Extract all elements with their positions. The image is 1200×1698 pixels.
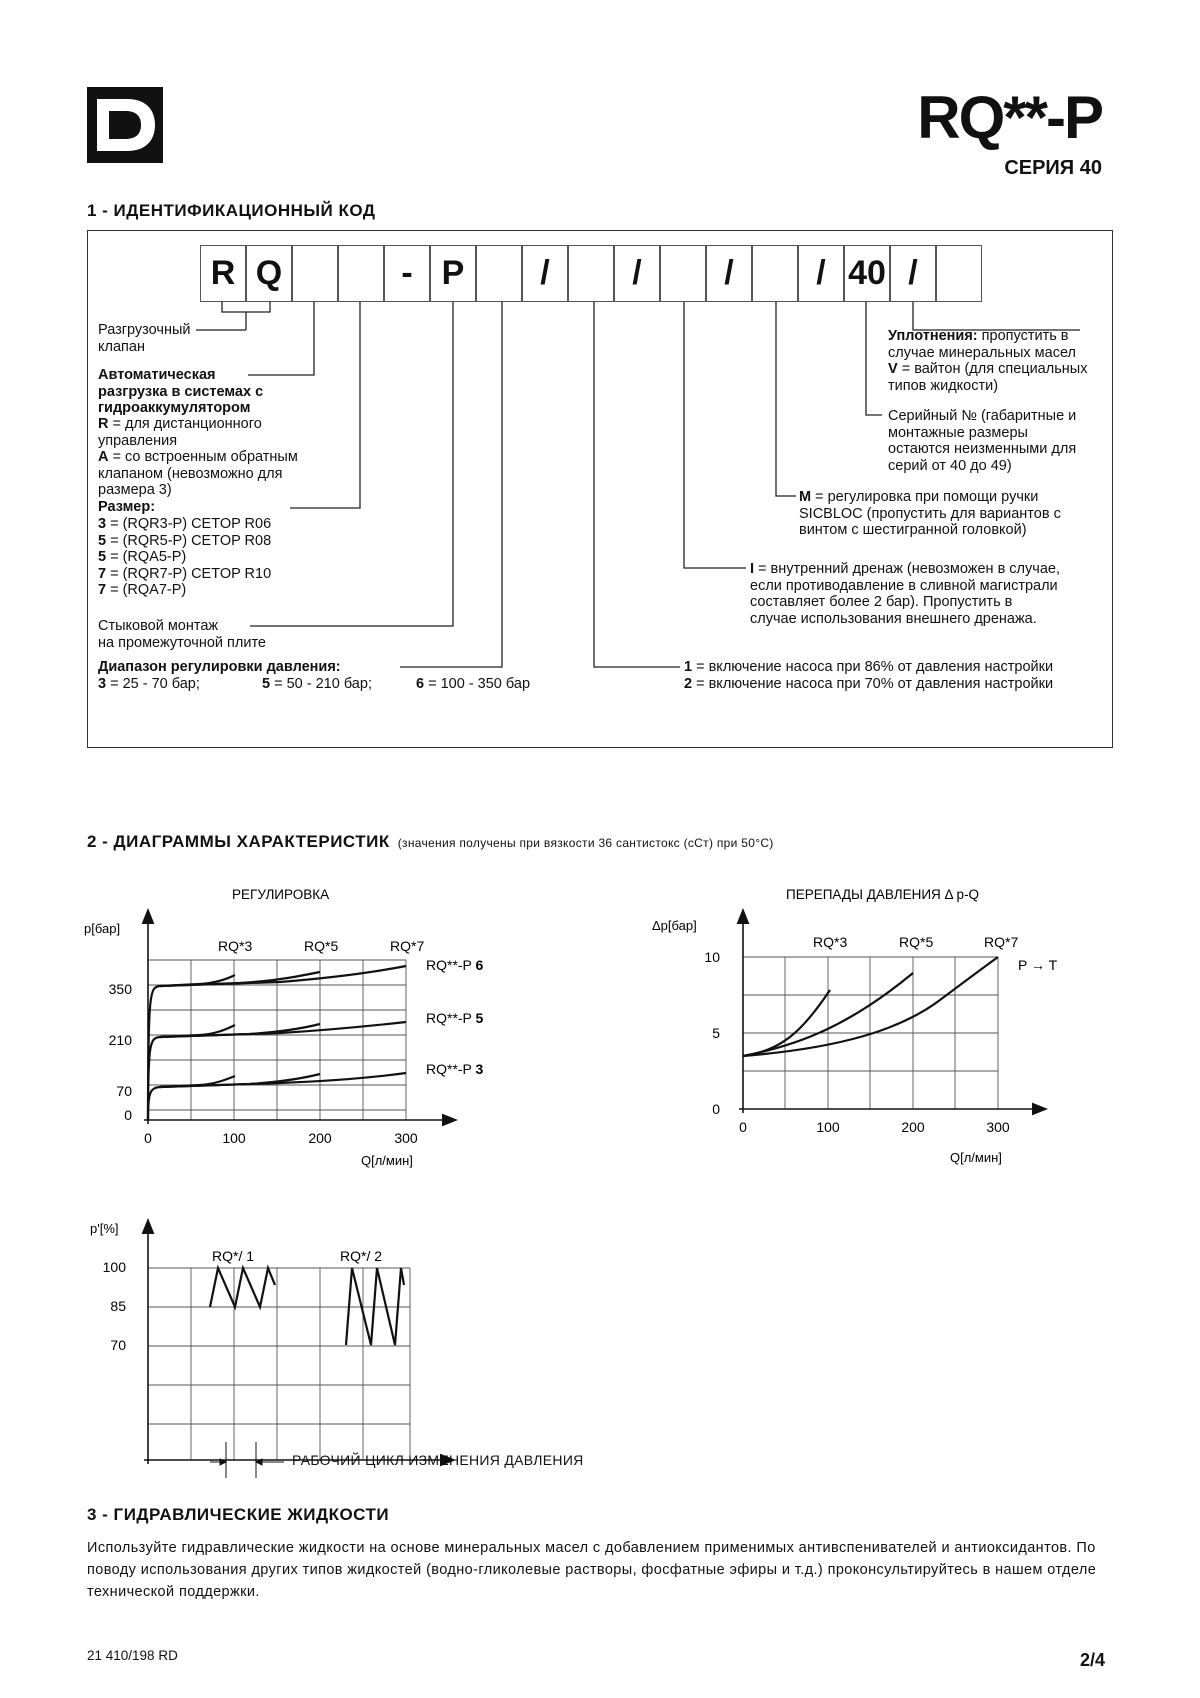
label-mounting: Стыковой монтаж на промежуточной плите <box>98 618 266 651</box>
code-cell: / <box>614 245 660 302</box>
chart1-title: РЕГУЛИРОВКА <box>232 887 330 902</box>
section1-title: 1 - ИДЕНТИФИКАЦИОННЫЙ КОД <box>87 201 376 220</box>
size-item: 3 = (RQR3-P) CETOP R06 <box>98 516 272 532</box>
chart2-xtick-300: 300 <box>986 1119 1010 1135</box>
chart3-ytick-100: 100 <box>102 1259 126 1275</box>
label-auto-title: Автоматическая разгрузка в системах с гидроаккумулятором <box>98 367 264 416</box>
code-cell: / <box>798 245 844 302</box>
chart3-ylabel: p'[%] <box>90 1221 119 1236</box>
chart3-label-rq2: RQ*/ 2 <box>340 1248 383 1264</box>
label-seals-v: V = вайтон (для специальных типов жидкости) <box>888 361 1088 394</box>
chart1-label-rq7: RQ*7 <box>390 938 425 954</box>
chart1-ytick-70: 70 <box>116 1083 132 1099</box>
section2-note: (значения получены при вязкости 36 сантистокс (сСт) при 50°C) <box>397 836 774 850</box>
label-auto-r: R = для дистанционного управления <box>98 416 262 449</box>
chart2-title: ПЕРЕПАДЫ ДАВЛЕНИЯ Δ p-Q <box>786 887 980 902</box>
chart1-label-rq3: RQ*3 <box>218 938 253 954</box>
chart2-ytick-0: 0 <box>712 1101 720 1117</box>
label-size-title: Размер: <box>98 499 156 515</box>
section3-text: Используйте гидравлические жидкости на основе минеральных масел с добавлением применимых антивспенивателей и антиоксидантов. По поводу использования других типов жидкостей (водно-гликолевые растворы, фосфатные эфиры и т.д.) проконсультируйтесь в нашем отделе технической поддержки. <box>87 1540 1097 1600</box>
range-value-3: 3 = 25 - 70 бар; <box>98 676 200 692</box>
chart1-ytick-0: 0 <box>124 1107 132 1123</box>
section2-title: 2 - ДИАГРАММЫ ХАРАКТЕРИСТИК (значения получены при вязкости 36 сантистокс (сСт) при 50°C) <box>87 832 774 851</box>
chart1-curve-6: RQ**-P 6 <box>426 957 484 973</box>
code-cell: 40 <box>844 245 890 302</box>
code-cell: / <box>706 245 752 302</box>
code-cell: P <box>430 245 476 302</box>
code-cell: / <box>890 245 936 302</box>
chart2-ytick-5: 5 <box>712 1025 720 1041</box>
label-m: M = регулировка при помощи ручки SICBLOC (пропустить для вариантов с винтом с шестигранной головкой) <box>799 489 1061 538</box>
label-auto-a: A = со встроенным обратным клапаном (невозможно для размера 3) <box>98 449 298 498</box>
code-cell: Q <box>246 245 292 302</box>
chart2-label-rq5: RQ*5 <box>899 934 934 950</box>
chart3-ytick-70: 70 <box>110 1337 126 1353</box>
chart2-xlabel: Q[л/мин] <box>950 1150 1002 1165</box>
chart1-xlabel: Q[л/мин] <box>361 1153 413 1168</box>
chart1-ylabel: p[бар] <box>84 921 121 936</box>
label-serial: Серийный № (габаритные и монтажные размеры остаются неизменными для серий от 40 до 49) <box>888 408 1077 474</box>
code-cell: - <box>384 245 430 302</box>
chart1-label-rq5: RQ*5 <box>304 938 339 954</box>
chart2-ylabel: Δp[бар] <box>652 918 697 933</box>
chart1-ytick-210: 210 <box>108 1032 132 1048</box>
size-list <box>98 516 271 599</box>
cycle-label: РАБОЧИЙ ЦИКЛ ИЗМЕНЕНИЯ ДАВЛЕНИЯ <box>292 1452 584 1468</box>
label-seals: Уплотнения: пропустить в случае минеральных масел <box>888 328 1076 361</box>
chart2-ytick-10: 10 <box>704 949 720 965</box>
chart-pressure-drop <box>640 880 1060 1180</box>
section3-title: 3 - ГИДРАВЛИЧЕСКИЕ ЖИДКОСТИ <box>87 1505 390 1524</box>
chart-working-cycle <box>80 1210 620 1480</box>
label-i: I = внутренний дренаж (невозможен в случае, если противодавление в сливной магистрали составляет более 2 бар). Пропустить в случае использования внешнего дренажа. <box>750 561 1060 627</box>
code-cell: / <box>522 245 568 302</box>
size-item: 7 = (RQA7-P) <box>98 582 187 598</box>
chart-regulation <box>80 880 484 1180</box>
chart1-curve-3: RQ**-P 3 <box>426 1061 484 1077</box>
chart1-xtick-100: 100 <box>222 1130 246 1146</box>
chart1-ytick-350: 350 <box>108 981 132 997</box>
chart2-xtick-0: 0 <box>739 1119 747 1135</box>
chart3-label-rq1: RQ*/ 1 <box>212 1248 255 1264</box>
chart1-xtick-0: 0 <box>144 1130 152 1146</box>
chart3-ytick-85: 85 <box>110 1298 126 1314</box>
label-pump-1: 1 = включение насоса при 86% от давления настройки <box>684 659 1054 675</box>
page-number: 2/4 <box>1079 1650 1105 1670</box>
label-range-title: Диапазон регулировки давления: <box>98 659 341 675</box>
cycle-dimension-arrows <box>200 1452 290 1472</box>
size-item: 5 = (RQA5-P) <box>98 549 187 565</box>
chart1-curve-5: RQ**-P 5 <box>426 1010 484 1026</box>
label-pump-2: 2 = включение насоса при 70% от давления настройки <box>684 676 1054 692</box>
code-cell: R <box>200 245 246 302</box>
model-title: RQ**-P <box>917 84 1102 151</box>
chart1-xtick-300: 300 <box>394 1130 418 1146</box>
chart2-label-rq7: RQ*7 <box>984 934 1019 950</box>
size-item: 5 = (RQR5-P) CETOP R08 <box>98 532 272 549</box>
series-label: СЕРИЯ 40 <box>1004 157 1102 179</box>
doc-number: 21 410/198 RD <box>87 1648 178 1663</box>
chart2-xtick-200: 200 <box>901 1119 925 1135</box>
range-value-6: 6 = 100 - 350 бар <box>416 676 531 692</box>
range-value-5: 5 = 50 - 210 бар; <box>262 676 372 692</box>
chart2-label-rq3: RQ*3 <box>813 934 848 950</box>
size-item: 7 = (RQR7-P) CETOP R10 <box>98 565 272 582</box>
chart2-flow-label: P → T <box>1018 957 1058 973</box>
chart2-xtick-100: 100 <box>816 1119 840 1135</box>
chart1-xtick-200: 200 <box>308 1130 332 1146</box>
label-unloading-valve: Разгрузочный клапан <box>98 322 191 355</box>
